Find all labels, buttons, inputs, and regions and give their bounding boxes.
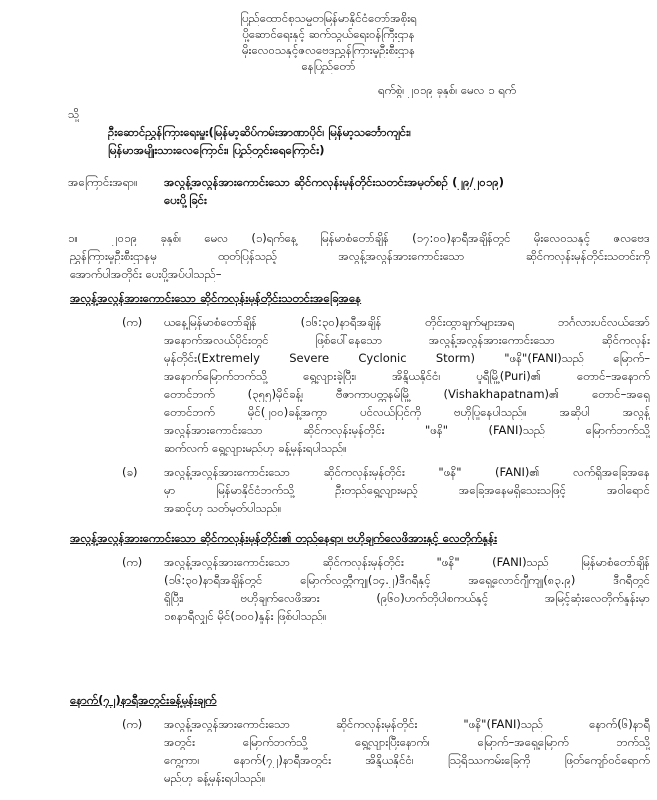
- reference-date: ရက်စွဲ၊ ၂၀၁၉ ခုနှစ်၊ မေလ ၁ ရက်: [378, 83, 517, 97]
- header-line-3: မိုးလေဝသနှင့်ဇလဗေဒညွှန်ကြားမှုဦးစီးဌာန: [241, 43, 416, 57]
- section1-item-a-line: ဆက်လက် ရွေ့လျားမည်ဟု ခန့်မှန်းရပါသည်။: [164, 441, 347, 455]
- section3-item-a-line: ကွေ့ကာ၊ နောက်(၇၂)နာရီအတွင်း အိန္ဒိယနိုင်ငံ၊ ဩရိဿကမ်းခြေကို ဖြတ်ကျော်ဝင်ရောက်: [164, 753, 650, 767]
- section1-item-b-line: အလွန့်အလွန်အားကောင်းသော ဆိုင်ကလုန်းမုန်တိုင်း "ဖနိ" (FANI)၏ လက်ရှိအခြေအနေ: [164, 465, 650, 479]
- section2-item-a-line: ၁၈နာရီလျှင် မိုင်(၁၀၀)နှုန်း ဖြစ်ပါသည်။: [164, 609, 327, 623]
- section3-item-a-line: အတွင်း မြောက်ဘက်သို့ ရွေ့လျားပြီးနောက်၊ မြောက်–အရှေ့မြောက် ဘက်သို့: [164, 735, 650, 749]
- subject-line-2: ပေးပို့ခြင်း: [164, 193, 207, 207]
- to-line-1: ဦးဆောင်ညွှန်ကြားရေးမှူး(မြန်မာ့ဆိပ်ကမ်းအာဏာပိုင်၊ မြန်မာ့သင်္ဘောကျင်း၊: [108, 125, 411, 139]
- section2-item-a-line: (၁၆:၃၀)နာရီအချိန်တွင် မြောက်လတ္တီကျု(၁၄.၂)ဒီဂရီနှင့် အရှေ့လောင်ဂျီကျု(၈၃.၉) ဒီဂရီတွင်: [164, 573, 650, 587]
- to-line-2: မြန်မာအမျိုးသားလေကြောင်း၊ ပြည်တွင်းရေကြောင်း): [108, 143, 325, 157]
- subject-label: အကြောင်းအရာ။: [68, 175, 138, 189]
- para1-line-3: အောက်ပါအတိုင်း ပေးပို့အပ်ပါသည်–: [70, 267, 222, 281]
- header-line-4: နေပြည်တော်: [301, 59, 356, 73]
- section2-heading: အလွန့်အလွန်အားကောင်းသော ဆိုင်ကလုန်းမုန်တိုင်း၏ တည်နေရာ၊ ဗဟိုချက်လေဖိအားနှင့် လေတိုက်နှုန်း: [70, 531, 498, 545]
- section3-item-a-number: (က): [122, 717, 143, 731]
- section2-item-a-line: အလွန့်အလွန်အားကောင်းသော ဆိုင်ကလုန်းမုန်တိုင်း "ဖနိ" (FANI)သည် မြန်မာစံတော်ချိန်: [164, 555, 650, 569]
- section1-item-b-number: (ခ): [122, 465, 138, 479]
- section1-item-a-line: မုန်တိုင်း(Extremely Severe Cyclonic Storm) "ဖနိ"(FANI)သည် မြောက်–: [164, 351, 650, 365]
- section1-item-b-line: မှာ မြန်မာနိုင်ငံဘက်သို့ ဦးတည်ရွေ့လျားမည့် အခြေအနေမရှိသေးသဖြင့် အဝါရောင်: [164, 483, 650, 497]
- section1-heading: အလွန့်အလွန်အားကောင်းသော ဆိုင်ကလုန်းမုန်တိုင်းသတင်းအခြေအနေ: [70, 291, 362, 305]
- section2-item-a-number: (က): [122, 555, 143, 569]
- para1-line-2: ညွှန်ကြားမှုဦးစီးဌာနမှ ထုတ်ပြန်သည့် အလွန့်အလွန်အားကောင်းသော ဆိုင်ကလုန်းမုန်တိုင်းသတင်းကို: [70, 249, 650, 263]
- section3-item-a-line: အလွန့်အလွန်အားကောင်းသော ဆိုင်ကလုန်းမုန်တိုင်း "ဖနိ"(FANI)သည် နောက်(၆)နာရီ: [164, 717, 650, 731]
- section2-item-a-line: ရှိပြီး၊ ဗဟိုချက်လေဖိအား (၉၆၀)ဟက်တိုပါစကယ်နှင့် အမြင့်ဆုံးလေတိုက်နှုန်းမှာ: [164, 591, 650, 605]
- section3-heading: နောက်(၇၂)နာရီအတွင်းခန့်မှန်းချက်: [70, 693, 217, 707]
- header-line-1: ပြည်ထောင်စုသမ္မတမြန်မာနိုင်ငံတော်အစိုးရ: [240, 11, 417, 25]
- section3-item-a-line: မည်ဟု ခန့်မှန်းရပါသည်။: [164, 771, 266, 785]
- section1-item-a-line: တောင်ဘက် မိုင်(၂၀၀)ခန့်အကွာ ပင်လယ်ပြင်ကို ဗဟိုပြုနေပါသည်။ အဆိုပါ အလွန့်: [164, 405, 650, 419]
- para1-line-1: ၂၀၁၉ ခုနှစ်၊ မေလ (၁)ရက်နေ့ မြန်မာစံတော်ချိန် (၁၇:၀၀)နာရီအချိန်တွင် မိုးလေဝသနှင့် ဇလဗေဒ: [112, 231, 650, 245]
- section1-item-a-line: အနောက်မြောက်ဘက်သို့ ရွေ့လျားခဲ့ပြီး၊ အိန္ဒိယနိုင်ငံ၊ ပူရီမြို့(Puri)၏ တောင်–အနောက်: [164, 369, 650, 383]
- subject-line-1: အလွန့်အလွန်အားကောင်းသော ဆိုင်ကလုန်းမုန်တိုင်းသတင်းအမှတ်စဉ် (၂၉/၂၀၁၉): [164, 175, 505, 189]
- header-line-2: ပို့ဆောင်ရေးနှင့် ဆက်သွယ်ရေးဝန်ကြီးဌာန: [242, 27, 415, 41]
- section1-item-a-number: (က): [122, 315, 143, 329]
- to-label: သို့: [68, 107, 80, 121]
- section1-item-a-line: ယနေ့မြန်မာစံတော်ချိန် (၁၆:၃၀)နာရီအချိန် တိုင်းထွာချက်များအရ ဘင်္ဂလားပင်လယ်အော်: [164, 315, 650, 329]
- section1-item-a-line: တောင်ဘက် (၃၅၅)မိုင်ခန့်၊ ဗီဇာကာပတ္တနမ်မြို့ (Vishakhapatnam)၏ တောင်–အရှေ့: [164, 387, 650, 401]
- section1-item-a-line: အနောက်အလယ်ပိုင်းတွင် ဖြစ်ပေါ်နေသော အလွန့်အလွန်အားကောင်းသော ဆိုင်ကလုန်း: [164, 333, 650, 347]
- section1-item-a-line: အလွန်အားကောင်းသော ဆိုင်ကလုန်းမုန်တိုင်း "ဖနိ" (FANI)သည် မြောက်ဘက်သို့: [164, 423, 650, 437]
- section1-item-b-line: အဆင့်ဟု သတ်မှတ်ပါသည်။: [164, 501, 282, 515]
- para1-number: ၁။: [68, 231, 78, 245]
